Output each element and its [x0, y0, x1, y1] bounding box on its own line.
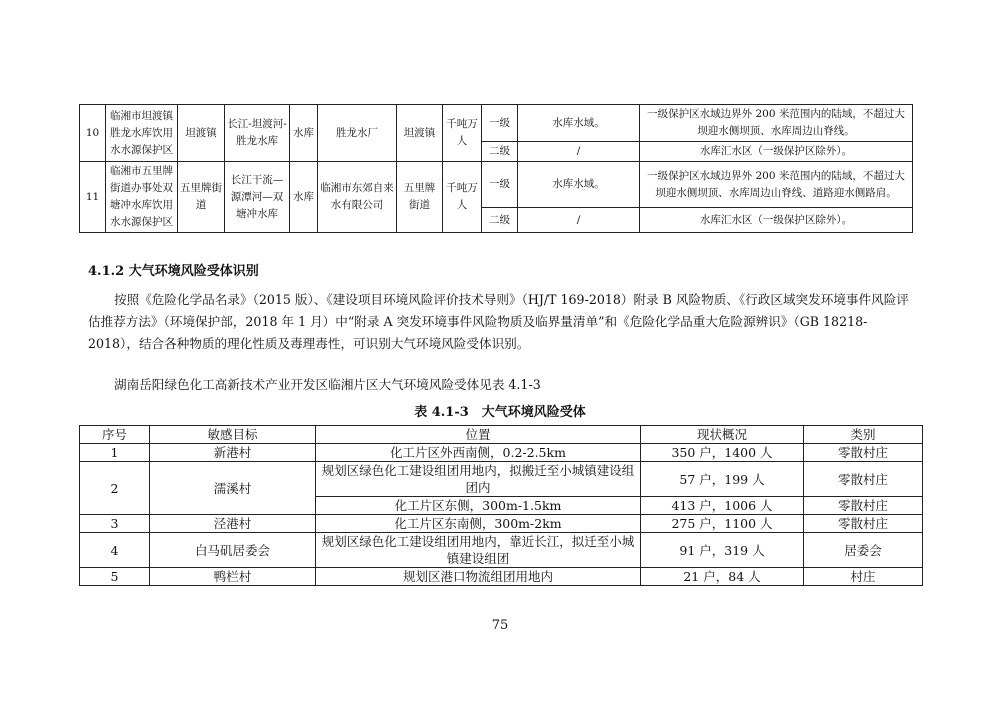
location: 规划区绿色化工建设组团用地内，靠近长江，拟迁至小城镇建设组团	[316, 533, 641, 568]
row-number: 10	[80, 105, 106, 162]
town-2: 五里牌街道	[397, 162, 443, 233]
column-header: 位置	[316, 426, 641, 444]
protection-level: 二级	[482, 142, 518, 162]
column-header: 序号	[80, 426, 150, 444]
location: 化工片区东南侧，300m-2km	[316, 515, 641, 533]
table-row	[80, 105, 913, 142]
location: 化工片区东侧，300m-1.5km	[316, 497, 641, 515]
location: 化工片区外西南侧，0.2-2.5km	[316, 444, 641, 462]
table-header-row	[80, 426, 923, 444]
category: 零散村庄	[804, 462, 923, 497]
row-number: 5	[80, 568, 150, 586]
row-number: 4	[80, 533, 150, 568]
sensitive-target: 鸭栏村	[150, 568, 316, 586]
table-row	[80, 444, 923, 462]
land-area: 一级保护区水域边界外 200 米范围内的陆域，不超过大坝迎水侧坝顶、水库周边山脊线、道路迎水侧路肩。	[640, 162, 913, 208]
row-number: 11	[80, 162, 106, 233]
source-type: 水库	[290, 105, 318, 162]
table-row	[80, 568, 923, 586]
air-risk-receptor-table	[79, 425, 923, 586]
current-status: 413 户，1006 人	[641, 497, 804, 515]
column-header: 现状概况	[641, 426, 804, 444]
protection-level: 一级	[482, 162, 518, 208]
land-area: 水库汇水区（一级保护区除外）。	[640, 142, 913, 162]
current-status: 91 户，319 人	[641, 533, 804, 568]
town: 坦渡镇	[178, 105, 225, 162]
table-row	[80, 162, 913, 208]
scale-unit: 千吨万人	[443, 105, 482, 162]
protection-level: 一级	[482, 105, 518, 142]
water-plant: 临湘市东郊自来水有限公司	[318, 162, 397, 233]
row-number: 1	[80, 444, 150, 462]
table-caption: 表 4.1-3 大气环境风险受体	[414, 405, 586, 420]
protection-area-name: 临湘市五里牌街道办事处双塘冲水库饮用水水源保护区	[106, 162, 178, 233]
current-status: 57 户，199 人	[641, 462, 804, 497]
column-header: 敏感目标	[150, 426, 316, 444]
river-system: 长江干流—源潭河—双塘冲水库	[225, 162, 290, 233]
town: 五里牌街道	[178, 162, 225, 233]
land-area: 一级保护区水域边界外 200 米范围内的陆域，不超过大坝迎水侧坝顶、水库周边山脊线。	[640, 105, 913, 142]
scale-unit: 千吨万人	[443, 162, 482, 233]
location: 规划区绿色化工建设组团用地内，拟搬迁至小城镇建设组团内	[316, 462, 641, 497]
protection-level: 二级	[482, 208, 518, 233]
sensitive-target: 濡溪村	[150, 462, 316, 515]
current-status: 350 户，1400 人	[641, 444, 804, 462]
row-number: 3	[80, 515, 150, 533]
page-number: 75	[491, 618, 509, 633]
location: 规划区港口物流组团用地内	[316, 568, 641, 586]
water-area: 水库水域。	[518, 162, 640, 208]
category: 居委会	[804, 533, 923, 568]
table-row	[80, 515, 923, 533]
sensitive-target: 白马矶居委会	[150, 533, 316, 568]
category: 零散村庄	[804, 497, 923, 515]
water-plant: 胜龙水厂	[318, 105, 397, 162]
land-area: 水库汇水区（一级保护区除外）。	[640, 208, 913, 233]
water-area: /	[518, 208, 640, 233]
sensitive-target: 泾港村	[150, 515, 316, 533]
category: 零散村庄	[804, 444, 923, 462]
water-area: 水库水域。	[518, 105, 640, 142]
section-heading: 4.1.2 大气环境风险受体识别	[88, 264, 259, 279]
current-status: 21 户，84 人	[641, 568, 804, 586]
table-row	[80, 462, 923, 497]
category: 村庄	[804, 568, 923, 586]
source-type: 水库	[290, 162, 318, 233]
category: 零散村庄	[804, 515, 923, 533]
sensitive-target: 新港村	[150, 444, 316, 462]
river-system: 长江-坦渡河-胜龙水库	[225, 105, 290, 162]
town-2: 坦渡镇	[397, 105, 443, 162]
body-paragraph: 按照《危险化学品名录》（2015 版）、《建设项目环境风险评价技术导则》（HJ/T 169-2018）附录 B 风险物质、《行政区域突发环境事件风险评估推荐方法》（环境保护部，2018 年 1 月）中“附录 A 突发环境事件风险物质及临界量清单”和《危险化学品重大危险源辨识》（GB 18218-2018），结合各种物质的理化性质及毒理毒性，可识别大气环境风险受体识别。	[88, 292, 909, 351]
water-area: /	[518, 142, 640, 162]
column-header: 类别	[804, 426, 923, 444]
row-number: 2	[80, 462, 150, 515]
protection-area-name: 临湘市坦渡镇胜龙水库饮用水水源保护区	[106, 105, 178, 162]
water-source-protection-table	[79, 104, 913, 233]
current-status: 275 户，1100 人	[641, 515, 804, 533]
body-paragraph-intro: 湖南岳阳绿色化工高新技术产业开发区临湘片区大气环境风险受体见表 4.1-3	[114, 377, 541, 392]
table-row	[80, 533, 923, 568]
